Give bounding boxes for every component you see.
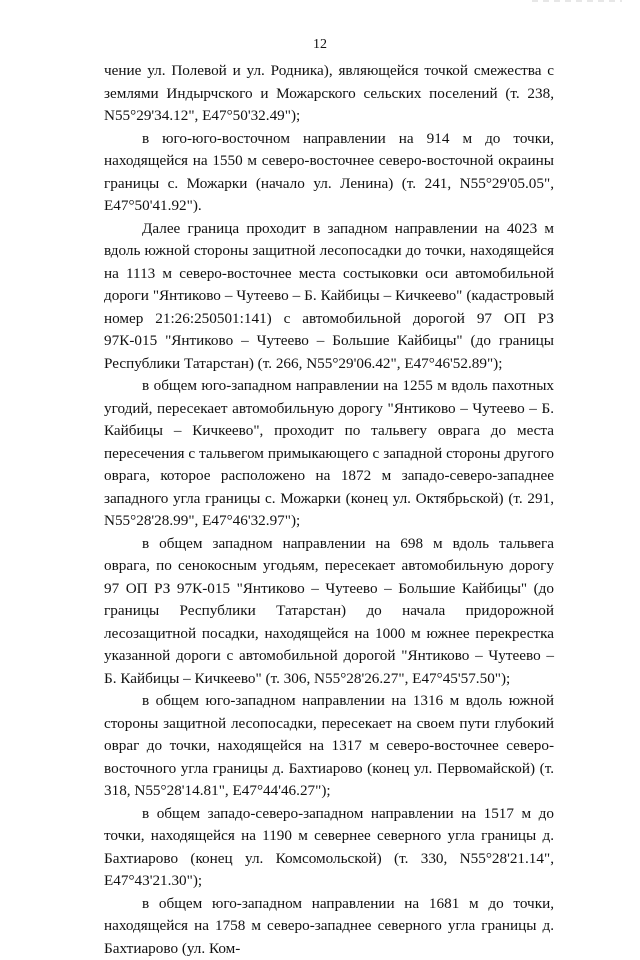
scan-edge-mark — [532, 0, 622, 6]
page-number: 12 — [0, 37, 640, 53]
paragraph-3: Далее граница проходит в западном направлении на 4023 м вдоль южной стороны защитной лесопосадки до точки, находящейся на 1113 м северо-восточнее места состыковки оси автомобильной дороги "Янтиково – Чутеево – Б. Кайбицы – Кичкеево" (кадастровый номер 21:26:250501:141) с автомобильной дорогой 97 ОП РЗ 97К-015 "Янтиково – Чутеево – Большие Кайбицы" (до границы Республики Татарстан) (т. 266, N55°29'06.42", E47°46'52.89"); — [104, 218, 554, 376]
paragraph-7: в общем западо-северо-западном направлении на 1517 м до точки, находящейся на 1190 м севернее северного угла границы д. Бахтиарово (конец ул. Комсомольской) (т. 330, N55°28'21.14", E47°43'21.30"); — [104, 803, 554, 893]
document-body — [104, 60, 554, 960]
paragraph-8: в общем юго-западном направлении на 1681 м до точки, находящейся на 1758 м северо-западнее северного угла границы д. Бахтиарово (ул. Ком- — [104, 893, 554, 960]
paragraph-2: в юго-юго-восточном направлении на 914 м до точки, находящейся на 1550 м северо-восточнее северо-восточной окраины границы с. Можарки (начало ул. Ленина) (т. 241, N55°29'05.05", E47°50'41.92"). — [104, 128, 554, 218]
paragraph-1: чение ул. Полевой и ул. Родника), являющейся точкой смежества с землями Индырчского и Можарского сельских поселений (т. 238, N55°29'34.12", E47°50'32.49"); — [104, 60, 554, 128]
paragraph-6: в общем юго-западном направлении на 1316 м вдоль южной стороны защитной лесопосадки, пересекает на своем пути глубокий овраг до точки, находящейся на 1317 м северо-восточнее северо-восточного угла границы д. Бахтиарово (конец ул. Первомайской) (т. 318, N55°28'14.81", E47°44'46.27"); — [104, 690, 554, 803]
paragraph-4: в общем юго-западном направлении на 1255 м вдоль пахотных угодий, пересекает автомобильную дорогу "Янтиково – Чутеево – Б. Кайбицы – Кичкеево", проходит по тальвегу оврага до места пересечения с тальвегом примыкающего с западной стороны другого оврага, которое расположено на 1872 м западо-северо-западнее западного угла границы с. Можарки (конец ул. Октябрьской) (т. 291, N55°28'28.99", E47°46'32.97"); — [104, 375, 554, 533]
paragraph-5: в общем западном направлении на 698 м вдоль тальвега оврага, по сенокосным угодьям, пересекает автомобильную дорогу 97 ОП РЗ 97К-015 "Янтиково – Чутеево – Большие Кайбицы" (до границы Республики Татарстан) до начала придорожной лесозащитной посадки, находящейся на 1000 м южнее перекрестка указанной дороги с автомобильной дорогой "Янтиково – Чутеево – Б. Кайбицы – Кичкеево" (т. 306, N55°28'26.27", E47°45'57.50"); — [104, 533, 554, 691]
